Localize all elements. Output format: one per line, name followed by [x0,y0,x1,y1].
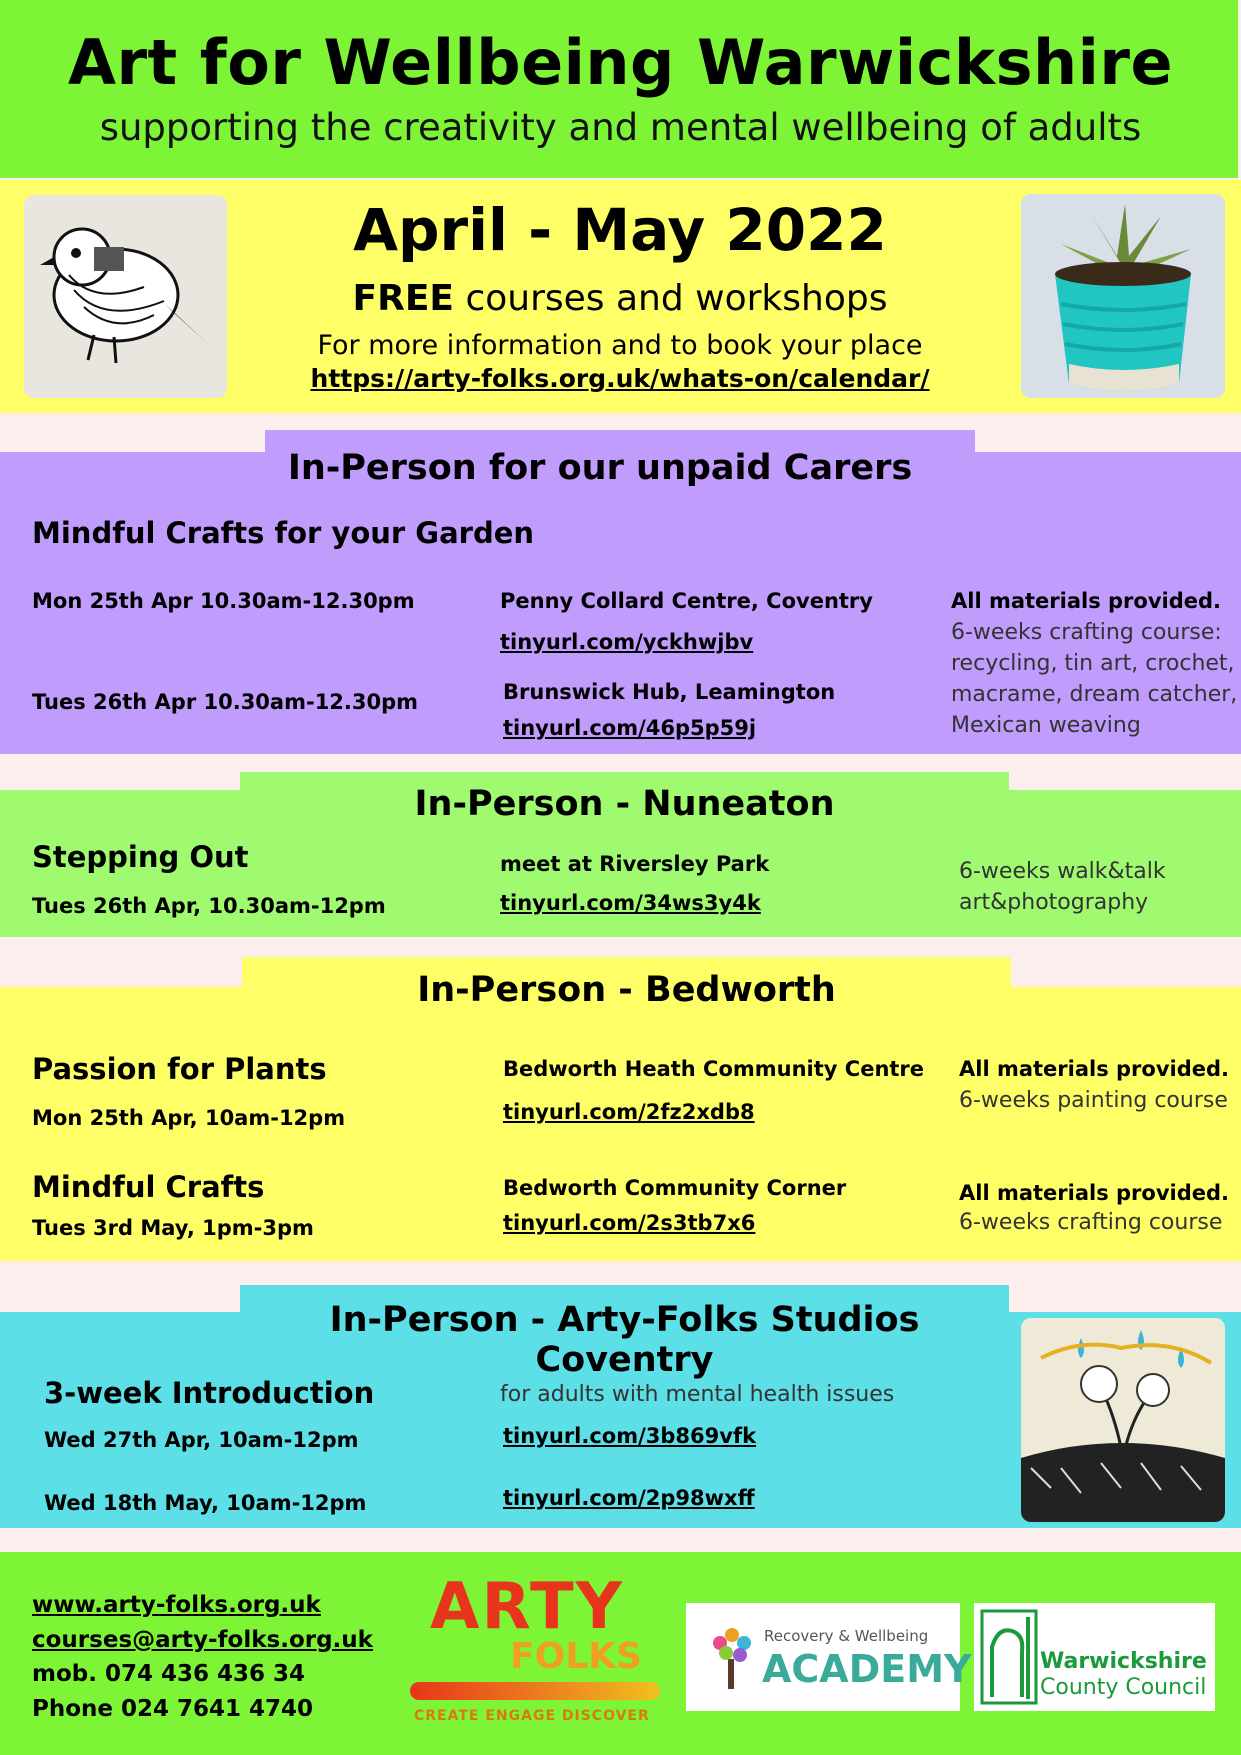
nuneaton-time: Tues 26th Apr, 10.30am-12pm [32,894,386,918]
arty-logo-top: ARTY [430,1570,624,1644]
carers-session1-venue: Penny Collard Centre, Coventry [500,589,873,613]
nuneaton-heading: In-Person - Nuneaton [414,784,835,824]
plant-drawing-image [1021,1318,1225,1522]
bedworth-course2-description: 6-weeks crafting course [959,1210,1223,1235]
free-label: FREE [352,278,454,319]
carers-desc-line: recycling, tin art, crochet, [951,651,1235,676]
nuneaton-link[interactable]: tinyurl.com/34ws3y4k [500,891,761,915]
nuneaton-venue: meet at Riversley Park [500,852,770,876]
coventry-session2-time: Wed 18th May, 10am-12pm [44,1491,367,1515]
carers-session2-link[interactable]: tinyurl.com/46p5p59j [503,716,757,740]
bedworth-course1-venue: Bedworth Heath Community Centre [503,1057,925,1081]
footer-email-link[interactable]: courses@arty-folks.org.uk [32,1627,373,1653]
arty-logo-swoosh [410,1682,660,1700]
arty-logo-tagline: CREATE ENGAGE DISCOVER [414,1708,650,1724]
coventry-session2-link[interactable]: tinyurl.com/2p98wxff [503,1486,755,1510]
wcc-logo-top: Warwickshire [1040,1649,1207,1674]
recovery-academy-logo [686,1603,972,1711]
bedworth-course2-materials: All materials provided. [959,1181,1230,1205]
bedworth-course1-title: Passion for Plants [32,1052,327,1086]
carers-desc-line: macrame, dream catcher, [951,682,1238,707]
coventry-session1-time: Wed 27th Apr, 10am-12pm [44,1428,359,1452]
carers-desc-line: Mexican weaving [951,713,1141,738]
free-courses-line [240,278,1000,319]
footer-phone: Phone 024 7641 4740 [32,1696,314,1722]
bedworth-course2-title: Mindful Crafts [32,1170,265,1204]
page-title: Art for Wellbeing Warwickshire [67,26,1174,99]
info-text: For more information and to book your place [317,330,923,361]
bird-image [24,195,227,398]
wcc-logo-bottom: County Council [1040,1675,1207,1700]
arty-logo-bottom: FOLKS [510,1636,642,1677]
nuneaton-description [959,856,1166,918]
nuneaton-course-title: Stepping Out [32,840,249,874]
coventry-heading: In-Person - Arty-Folks Studios Coventry [329,1300,920,1380]
footer-mobile: mob. 074 436 436 34 [32,1661,306,1687]
coventry-session1-link[interactable]: tinyurl.com/3b869vfk [503,1424,757,1448]
carers-session1-link[interactable]: tinyurl.com/yckhwjbv [500,630,754,654]
arty-folks-logo [410,1570,670,1735]
bear-staff-icon [978,1607,1040,1707]
footer-website-link[interactable]: www.arty-folks.org.uk [32,1592,321,1618]
carers-session2-venue: Brunswick Hub, Leamington [503,680,836,704]
bedworth-course2-venue: Bedworth Community Corner [503,1176,847,1200]
bedworth-course2-time: Tues 3rd May, 1pm-3pm [32,1216,314,1240]
calendar-link[interactable]: https://arty-folks.org.uk/whats-on/calendar/ [310,364,930,393]
nuneaton-desc-line: 6-weeks walk&talk [959,859,1166,884]
academy-logo-bottom: ACADEMY [762,1647,972,1691]
carers-heading: In-Person for our unpaid Carers [287,448,913,488]
coventry-course-title: 3-week Introduction [44,1376,375,1410]
page-subtitle: supporting the creativity and mental wellbeing of adults [99,106,1142,149]
carers-materials: All materials provided. [951,589,1222,613]
bedworth-course1-time: Mon 25th Apr, 10am-12pm [32,1106,346,1130]
carers-course-title: Mindful Crafts for your Garden [32,516,535,550]
date-range-title: April - May 2022 [353,196,887,264]
nuneaton-desc-line: art&photography [959,890,1149,915]
bedworth-course1-materials: All materials provided. [959,1057,1230,1081]
carers-desc-line: 6-weeks crafting course: [951,620,1222,645]
carers-description [951,617,1237,741]
tree-icon [708,1625,754,1691]
plant-pot-image [1021,194,1225,398]
warwickshire-county-council-logo [974,1603,1215,1711]
academy-logo-top: Recovery & Wellbeing [764,1627,929,1645]
coventry-note: for adults with mental health issues [500,1382,895,1407]
bedworth-course1-link[interactable]: tinyurl.com/2fz2xdb8 [503,1100,755,1124]
bedworth-heading: In-Person - Bedworth [417,970,836,1010]
courses-label: courses and workshops [454,278,888,319]
carers-session2-time: Tues 26th Apr 10.30am-12.30pm [32,690,419,714]
bedworth-course1-description: 6-weeks painting course [959,1088,1228,1113]
carers-session1-time: Mon 25th Apr 10.30am-12.30pm [32,589,415,613]
bedworth-course2-link[interactable]: tinyurl.com/2s3tb7x6 [503,1211,756,1235]
